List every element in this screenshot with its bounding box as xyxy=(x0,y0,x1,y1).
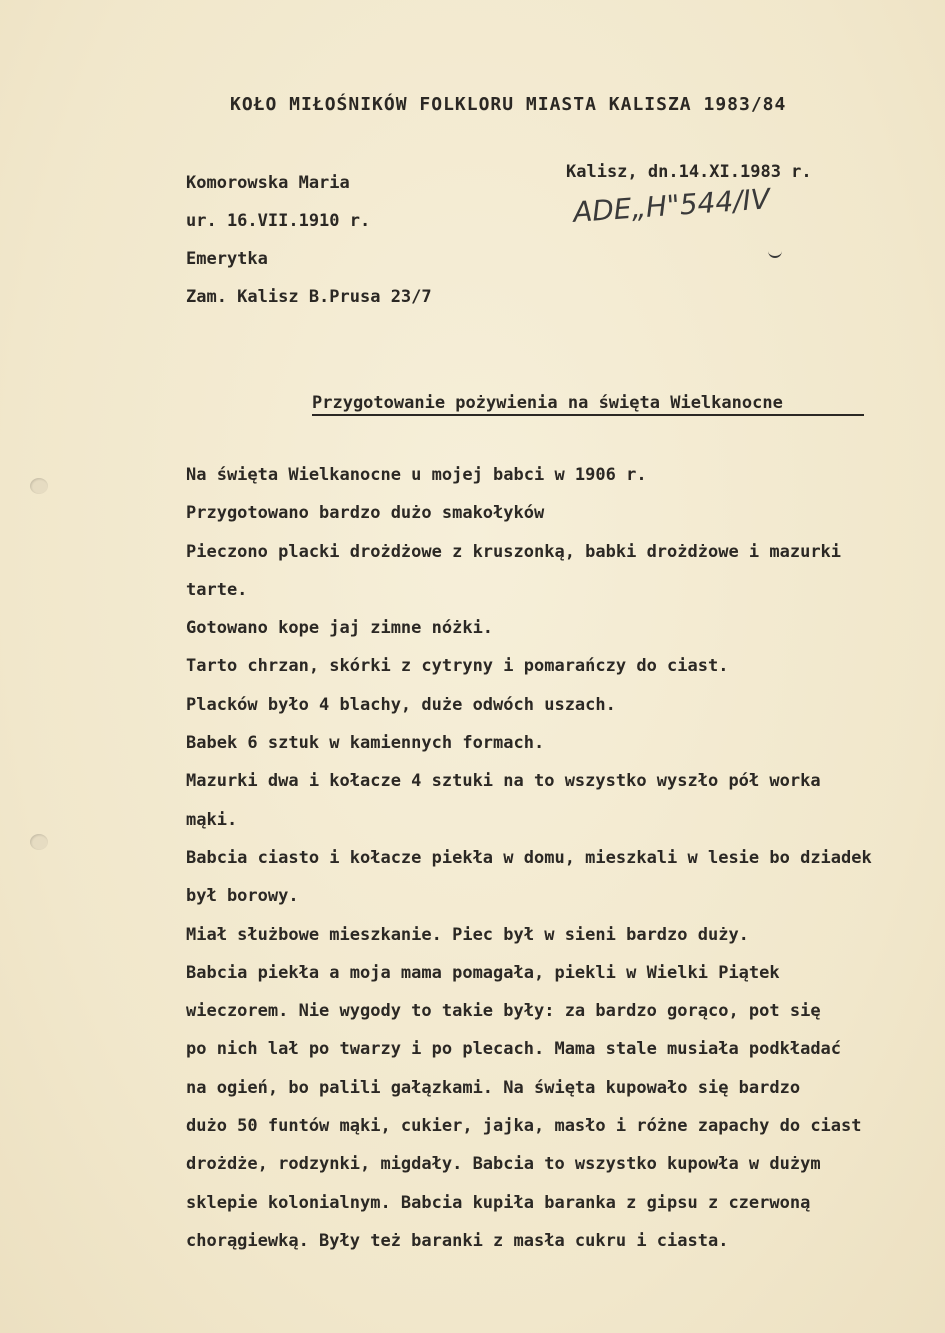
text-line: na ogień, bo palili gałązkami. Na święta kupowało się bardzo xyxy=(186,1077,801,1098)
text-line: wieczorem. Nie wygody to takie były: za bardzo gorąco, pot się xyxy=(186,1001,821,1022)
text-line: Gotowano kope jaj zimne nóżki. xyxy=(186,618,494,639)
informant-occupation: Emerytka xyxy=(186,249,268,269)
text-line: po nich lał po twarzy i po plecach. Mama stale musiała podkładać xyxy=(186,1039,842,1060)
text-line: Przygotowano bardzo dużo smakołyków xyxy=(186,503,545,524)
text-line: Placków było 4 blachy, duże odwóch uszach. xyxy=(186,694,616,715)
body-text xyxy=(186,456,945,1260)
text-line: drożdże, rodzynki, migdały. Babcia to wszystko kupowła w dużym xyxy=(186,1154,821,1175)
document-title: KOŁO MIŁOŚNIKÓW FOLKLORU MIASTA KALISZA 1983/84 xyxy=(230,94,787,115)
text-line: Babek 6 sztuk w kamiennych formach. xyxy=(186,733,545,754)
archive-mark: ADE„H"544/IV xyxy=(572,182,771,229)
informant-born: ur. 16.VII.1910 r. xyxy=(186,211,371,231)
text-line: tarte. xyxy=(186,579,248,600)
section-heading: Przygotowanie pożywienia na święta Wielkanocne xyxy=(312,393,864,416)
text-line: Babcia piekła a moja mama pomagała, piekli w Wielki Piątek xyxy=(186,962,780,983)
text-line: był borowy. xyxy=(186,886,299,907)
text-line: dużo 50 funtów mąki, cukier, jajka, masło i różne zapachy do ciast xyxy=(186,1116,862,1137)
text-line: Miał służbowe mieszkanie. Piec był w sieni bardzo duży. xyxy=(186,924,749,945)
text-line: Pieczono placki drożdżowe z kruszonką, babki drożdżowe i mazurki xyxy=(186,541,842,562)
archive-mark-underline xyxy=(768,250,782,258)
document-date: Kalisz, dn.14.XI.1983 r. xyxy=(566,162,812,182)
punch-hole xyxy=(30,834,48,850)
text-line: Na święta Wielkanocne u mojej babci w 1906 r. xyxy=(186,465,647,485)
text-line: mąki. xyxy=(186,809,238,830)
informant-block xyxy=(186,164,432,316)
text-line: sklepie kolonialnym. Babcia kupiła baranka z gipsu z czerwoną xyxy=(186,1192,811,1213)
informant-address: Zam. Kalisz B.Prusa 23/7 xyxy=(186,287,432,307)
text-line: Babcia ciasto i kołacze piekła w domu, mieszkali w lesie bo dziadek xyxy=(186,847,872,868)
text-line: Mazurki dwa i kołacze 4 sztuki na to wszystko wyszło pół worka xyxy=(186,771,821,792)
informant-name: Komorowska Maria xyxy=(186,173,350,193)
text-line: chorągiewką. Były też baranki z masła cukru i ciasta. xyxy=(186,1230,729,1251)
text-line: Tarto chrzan, skórki z cytryny i pomarańczy do ciast. xyxy=(186,656,729,677)
punch-hole xyxy=(30,478,48,494)
